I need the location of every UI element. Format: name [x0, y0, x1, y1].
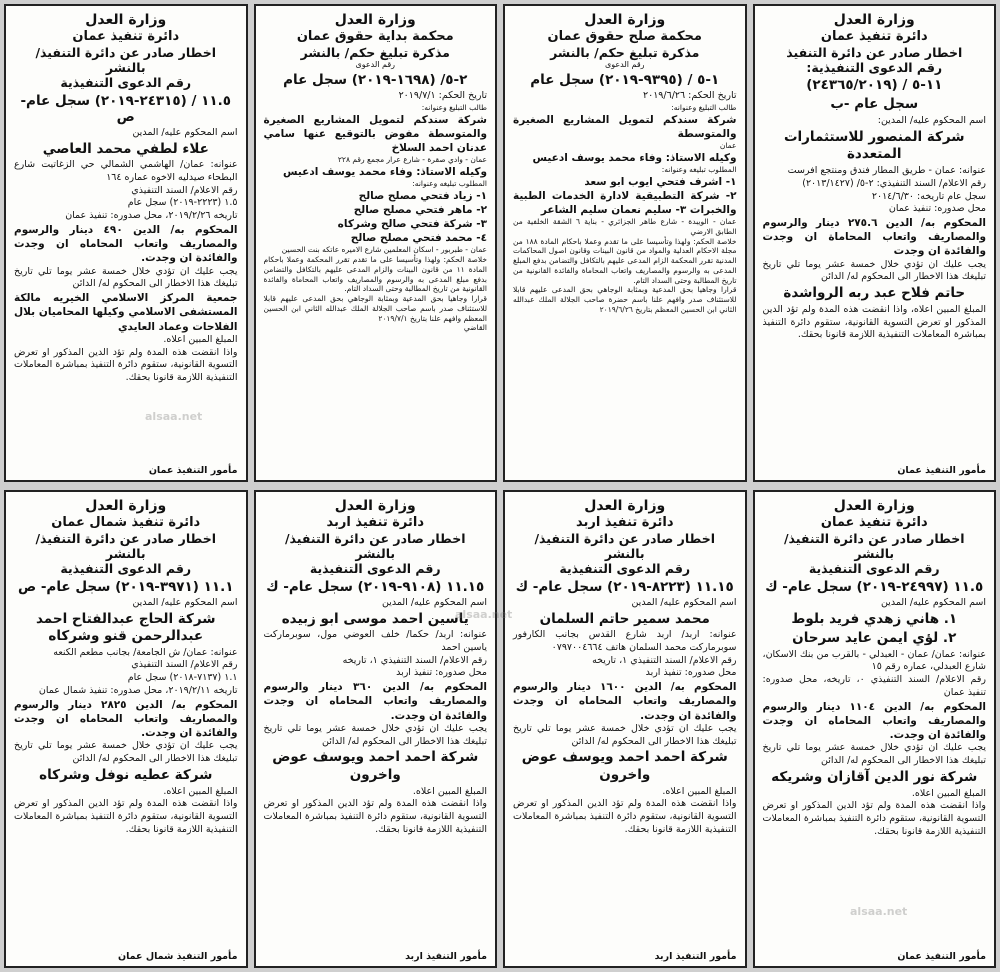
- header-line: رقم الدعوى التنفيذية:: [806, 60, 943, 76]
- ministry-name: وزارة العدل: [334, 498, 416, 514]
- notice-text: ٢- شركة التطبيقية لادارة الخدمات الطبية والخبرات ٣- سليم نعمان سليم الشاعر: [513, 189, 737, 216]
- header-line: اخطار صادر عن دائرة التنفيذ/ بالنشر: [783, 530, 965, 562]
- notice-2: [254, 4, 498, 482]
- notice-header: [513, 12, 737, 70]
- party-name: شركة عطيه نوفل وشركاه: [39, 766, 213, 783]
- header-line: دائرة تنفيذ عمان: [820, 29, 928, 45]
- notice-text: ٣- شركة فتحي صالح وشركاه: [337, 218, 487, 231]
- notice-text: اسم المحكوم عليه/ المدين: [132, 596, 238, 608]
- header-small: رقم الدعوى: [604, 60, 645, 70]
- notice-text: واذا انقضت هذه المدة ولم تؤد الدين المذكور او تعرض التسوية القانونية، ستقوم دائرة التنفيذ بمباشرة المعاملات التنفيذية اللازمة قانونا بحقك.: [14, 798, 238, 835]
- notice-text: رقم الاعلام/ السند التنفيذي ١، تاريخه: [342, 654, 487, 666]
- notice-text: ١- زياد فتحي مصلح صالح: [358, 189, 487, 202]
- notice-text: يجب عليك ان تؤدي خلال خمسة عشر يوما تلي تاريخ تبليغك هذا الاخطار الى المحكوم له/ الدائن: [762, 258, 986, 283]
- notice-text: عنوانه: عمان/ عمان - العبدلي - بالقرب من بنك الاسكان، شارع العبدلي، عماره رقم ١٥: [762, 648, 986, 673]
- officer-signature: مأمور التنفيذ عمان: [148, 465, 238, 476]
- watermark: alsaa.net: [455, 608, 513, 621]
- notice-header: [14, 498, 238, 577]
- notice-text: عنوانه: عمان/ ش الجامعة/ بجانب مطعم الكنعه: [53, 646, 238, 658]
- ministry-name: وزارة العدل: [833, 12, 915, 28]
- ministry-name: وزارة العدل: [833, 498, 915, 514]
- notice-4: [753, 4, 997, 482]
- header-line: اخطار صادر عن دائرة التنفيذ/ بالنشر: [35, 44, 217, 76]
- notice-text: وكيله الاستاذ: وفاء محمد يوسف ادعيس: [532, 151, 737, 164]
- notice-text: تاريخه ٢٠١٩/٢/١١، محل صدوره: تنفيذ شمال عمان: [38, 685, 238, 697]
- notice-text: المبلغ المبين اعلاه.: [662, 785, 737, 797]
- notice-text: واذا انقضت هذه المدة ولم تؤد الدين المذكور او تعرض التسوية القانونية، ستقوم دائرة التنفيذ بمباشرة المعاملات التنفيذية اللازمة قانونا بحقك.: [513, 798, 737, 835]
- notice-text: اسم المحكوم عليه/ المدين: [381, 596, 487, 608]
- header-line: اخطار صادر عن دائرة التنفيذ/ بالنشر: [35, 530, 217, 562]
- notice-text: شركة سندكم لتمويل المشاريع الصغيرة والمتوسطة مفوض بالتوقيع عنها سامي عدنان احمد السلاخ: [263, 113, 487, 154]
- notice-text: المحكوم به/ الدين ٤٩٠ دينار والرسوم والمصاريف واتعاب المحاماه ان وجدت والفائدة ان وجدت.: [14, 224, 238, 265]
- notice-text: اسم المحكوم عليه/ المدين:: [877, 114, 986, 126]
- notice-text: وكيله الاستاذ: وفاء محمد يوسف ادعيس: [283, 165, 487, 178]
- party-name: ١. هاني زهدي فريد بلوط: [791, 610, 958, 627]
- notice-text: المبلغ المبين اعلاه، واذا انقضت هذه المدة ولم تؤد الدين المذكور او تعرض التسوية القانونية، ستقوم دائرة التنفيذ بمباشرة المعاملات التنفيذية اللازمة قانونا بحقك.: [762, 303, 986, 341]
- notice-text: سجل عام تاريخه: ٢٠١٤/٦/٣٠: [871, 190, 986, 202]
- notice-3: [503, 4, 747, 482]
- notice-text: اسم المحكوم عليه/ المدين: [132, 126, 238, 138]
- notice-text: عنوانه: عمان/ الهاشمي الشمالي حي الزغاتيت شارع البطحاء صيدليه الاخوه عماره ١٦٤: [14, 159, 238, 183]
- notice-text: يجب عليك ان تؤدي خلال خمسة عشر يوما تلي تاريخ تبليغك هذا الاخطار الى المحكوم له/ الدائن: [513, 722, 737, 747]
- notice-text: المبلغ المبين اعلاه.: [163, 785, 238, 797]
- watermark: alsaa.net: [850, 905, 908, 918]
- officer-signature: مأمور التنفيذ اربد: [405, 951, 487, 962]
- party-name: سجل عام -ب: [830, 96, 919, 113]
- notice-text: ١.٥ (٢٢٢٣-٢٠١٩) سجل عام: [127, 197, 238, 209]
- notice-header: [264, 498, 488, 577]
- notice-text: اسم المحكوم عليه/ المدين: [631, 596, 737, 608]
- case-number: ١١.٥ (٢٤٩٩٧-٢٠١٩) سجل عام- ك: [765, 578, 984, 595]
- header-line: اخطار صادر عن دائرة التنفيذ/ بالنشر: [284, 530, 466, 562]
- watermark: alsaa.net: [145, 410, 203, 423]
- notice-text: عنوانه: اربد/ اربد شارع القدس بجانب الكارفور سوبرماركت محمد السلمان هاتف ٠٧٩٧٠٠٤٦٦٤: [513, 629, 737, 653]
- party-name: ٢. لؤي ايمن عايد سرحان: [792, 630, 957, 647]
- notice-text: المحكوم به/ الدين ٣٦٠ دينار والرسوم والمصاريف واتعاب المحاماه ان وجدت والفائدة ان وجدت.: [263, 681, 487, 722]
- header-line: دائرة تنفيذ اربد: [575, 515, 674, 531]
- notice-text: المحكوم به/ الدين ١١٠٤ دينار والرسوم والمصاريف واتعاب المحاماه ان وجدت والفائدة ان وجدت.: [762, 700, 986, 742]
- case-number: ١١.١ (٣٩٧١-٢٠١٩) سجل عام- ص: [17, 578, 234, 595]
- case-number: ١١-٥ / (٢٤٣٦٥/٢٠١٩): [806, 77, 943, 94]
- notice-text: تاريخ الحكم: ٢٠١٩/٦/٢٦: [642, 89, 737, 101]
- notice-text: واذا انقضت هذه المدة ولم تؤد الدين المذكور او تعرض التسوية القانونية، ستقوم دائرة التنفيذ بمباشرة المعاملات التنفيذية اللازمة قانونا بحقك.: [263, 798, 487, 835]
- case-number: ٢-٥/ (١٦٩٨-٢٠١٩) سجل عام: [283, 71, 468, 88]
- header-line: رقم الدعوى التنفيذية: [60, 75, 192, 91]
- notice-text: عمان - طبربور - اسكان المعلمين شارع الاميره عاتكه بنت الحسين: [281, 245, 487, 255]
- notice-text: رقم الاعلام/ السند التنفيذي: ٢-٥/ (٢٠١٣/١٤٢٧): [802, 177, 986, 189]
- notice-header: [763, 12, 987, 75]
- notice-text: المحكوم به/ الدين ١٦٠٠ دينار والرسوم والمصاريف واتعاب المحاماه ان وجدت والفائدة ان وجدت.: [513, 681, 737, 722]
- party-name: شركة احمد احمد ويوسف عوض واخرون: [272, 749, 479, 783]
- case-number: ١١.١٥ (٩١٠٨-٢٠١٩) سجل عام- ك: [266, 578, 485, 595]
- notice-text: عمان: [719, 140, 737, 150]
- notice-text: عمان - الويبدة - شارع طاهر الجزائري - بناية ٦ الشقة الخلفية من الطابق الارضي: [513, 217, 737, 236]
- ministry-name: وزارة العدل: [584, 12, 666, 28]
- notice-text: رقم الاعلام/ السند التنفيذي ١، تاريخه: [592, 654, 737, 666]
- ministry-name: وزارة العدل: [334, 12, 416, 28]
- header-line: مذكرة تبليغ حكم/ بالنشر: [550, 44, 700, 60]
- notice-text: ٢- ماهر فتحي مصلح صالح: [353, 203, 487, 216]
- header-line: رقم الدعوى التنفيذية: [808, 561, 940, 577]
- notice-text: المبلغ المبين اعلاه.: [163, 333, 238, 345]
- party-name: ياسين احمد موسى ابو زبيده: [281, 610, 469, 627]
- notice-text: واذا انقضت هذه المدة ولم تؤد الدين المذكور او تعرض التسوية القانونية، ستقوم دائرة التنفيذ بمباشرة المعاملات التنفيذية اللازمة قانونا بحقك.: [762, 800, 986, 837]
- header-small: رقم الدعوى: [355, 60, 396, 70]
- notice-text: ١.١ (٧١٣٧-٢٠١٨) سجل عام: [127, 672, 238, 684]
- notice-text: المطلوب تبليغه وعنوانه:: [412, 178, 487, 188]
- notice-text: يجب عليك ان تؤدي خلال خمسة عشر يوما تلي تاريخ تبليغك هذا الاخطار الى المحكوم له/ الدائن: [14, 740, 238, 765]
- header-line: دائرة تنفيذ عمان: [72, 29, 180, 45]
- notice-header: [513, 498, 737, 577]
- notice-text: محل صدوره: تنفيذ اربد: [645, 667, 737, 679]
- party-name: شركة نور الدين آقازان وشريكه: [771, 768, 978, 785]
- notice-text: طالب التبليغ وعنوانه:: [671, 102, 737, 112]
- notice-6: [254, 490, 498, 968]
- notice-header: [264, 12, 488, 70]
- notice-header: [763, 498, 987, 577]
- notice-header: [14, 12, 238, 91]
- notice-text: جمعية المركز الاسلامي الخيريه مالكة المستشفى الاسلامي وكيلها المحاميان بلال الفلاحات وعماد العايدي: [14, 292, 238, 333]
- notice-text: خلاصة الحكم: ولهذا وتأسيسا على ما تقدم تقرر المحكمة وعملا باحكام المادة ١١ من قانون البينات والزام المدعى عليهم بالتكافل والتضامن بدفع مبلغ المدعى به والرسوم والمصاريف واتعاب المحاماة والفائدة القانونية من تاريخ المطالبة وحتى السداد التام.: [263, 255, 487, 294]
- officer-signature: مأمور التنفيذ عمان: [897, 951, 986, 962]
- header-line: رقم الدعوى التنفيذية: [60, 561, 192, 577]
- notice-text: رقم الاعلام/ السند التنفيذي: [131, 184, 238, 196]
- notice-text: يجب عليك ان تؤدي خلال خمسة عشر يوما تلي تاريخ تبليغك هذا الاخطار الى المحكوم له/ الدائن: [762, 742, 986, 767]
- header-line: دائرة تنفيذ عمان: [820, 515, 928, 531]
- notice-text: المبلغ المبين اعلاه.: [412, 785, 487, 797]
- notice-text: القاضي: [463, 323, 487, 333]
- notice-text: اسم المحكوم عليه/ المدين: [880, 596, 986, 608]
- notice-5: [4, 490, 248, 968]
- header-line: دائرة تنفيذ اربد: [326, 515, 424, 531]
- notice-text: ٤- محمد فتحي مصلح صالح: [350, 232, 487, 245]
- notice-text: رقم الاعلام/ السند التنفيذي ٠، تاريخه، محل صدوره: تنفيذ عمان: [762, 674, 986, 699]
- notice-text: عنوانه: عمان - طريق المطار فندق ومنتجع افرست: [787, 164, 986, 176]
- notice-text: طالب التبليغ وعنوانه:: [421, 102, 487, 112]
- party-name: حاتم فلاح عبد ربه الرواشدة: [783, 285, 966, 302]
- notice-text: المحكوم به/ الدين ٢٨٢٥ دينار والرسوم والمصاريف واتعاب المحاماه ان وجدت والفائدة ان وجدت.: [14, 698, 238, 740]
- header-line: اخطار صادر عن دائرة التنفيذ: [786, 44, 963, 60]
- case-number: ١١.١٥ (٨٢٢٣-٢٠١٩) سجل عام- ك: [515, 578, 734, 595]
- officer-signature: مأمور التنفيذ عمان: [897, 465, 986, 476]
- notice-text: قرارا وجاهيا بحق المدعية وبمثابة الوجاهي بحق المدعى عليهم قابلا للاستئناف صدر وافهم علنا باسم حضرة صاحب الجلالة الملك عبدالله الثاني ابن الحسين المعظم بتاريخ ٢٠١٩/٦/٢٦: [513, 285, 737, 314]
- ministry-name: وزارة العدل: [85, 498, 167, 514]
- notice-text: يجب عليك ان تؤدي خلال خمسة عشر يوما تلي تاريخ تبليغك هذا الاخطار الى المحكوم له/ الدائن: [263, 722, 487, 747]
- ministry-name: وزارة العدل: [85, 12, 167, 28]
- notice-text: تاريخه ٢٠١٩/٢/٢٦، محل صدوره: تنفيذ عمان: [65, 210, 238, 222]
- party-name: شركة احمد احمد ويوسف عوض واخرون: [521, 749, 728, 783]
- notice-text: شركة سندكم لتمويل المشاريع الصغيرة والمتوسطة: [513, 113, 737, 140]
- header-line: محكمة بداية حقوق عمان: [296, 29, 454, 45]
- notice-text: المطلوب تبليغه وعنوانه:: [661, 164, 737, 174]
- notice-text: المحكوم به/ الدين ٢٧٥.٦ دينار والرسوم والمصاريف واتعاب المحاماة ان وجدت والفائدة ان وجدت: [762, 217, 986, 258]
- officer-signature: مأمور التنفيذ اربد: [654, 951, 737, 962]
- party-name: علاء لطفي محمد العاصي: [42, 140, 209, 157]
- header-line: مذكرة تبليغ حكم/ بالنشر: [300, 44, 450, 60]
- case-number: ١-٥ / (٩٣٩٥-٢٠١٩) سجل عام: [530, 71, 720, 88]
- header-line: رقم الدعوى التنفيذية: [309, 561, 441, 577]
- notice-text: خلاصة الحكم: ولهذا وتأسيسا على ما تقدم وعملا باحكام المادة ١٨٨ من مجلة الاحكام العدلية والمواد من قانون البينات وقانون اصول المحاكمات المدنية تقرر المحكمة الزام المدعى عليهم بالتكافل والتضامن بدفع المبلغ المدعى به والرسوم والمصاريف واتعاب المحاماة والفائدة القانونية من تاريخ المطالبة وحتى السداد التام.: [513, 236, 737, 285]
- notice-text: قرارا وجاهيا بحق المدعية وبمثابة الوجاهي بحق المدعى عليهم قابلا للاستئناف صدر باسم صاحب الجلالة الملك عبدالله الثاني ابن الحسين المعظم وافهم علنا بتاريخ ٢٠١٩/٧/١: [263, 294, 487, 323]
- notice-text: رقم الاعلام/ السند التنفيذي: [131, 659, 238, 671]
- notice-1: [4, 4, 248, 482]
- party-name: شركة الحاج عبدالفتاح احمد عبدالرحمن قنو وشركاه: [36, 610, 216, 645]
- notice-text: محل صدوره: تنفيذ اربد: [396, 667, 487, 679]
- notice-text: عنوانه: اربد/ حكما/ خلف العوضي مول، سوبرماركت ياسين احمد: [263, 629, 487, 653]
- notice-text: المبلغ المبين اعلاه.: [911, 787, 986, 799]
- party-name: محمد سمير حاتم السلمان: [539, 610, 710, 627]
- notice-text: تاريخ الحكم: ٢٠١٩/٧/١: [398, 89, 487, 101]
- notice-text: عمان - وادي صقرة - شارع عرار مجمع رقم ٢٢٨: [337, 155, 487, 165]
- notice-8: [753, 490, 997, 968]
- header-line: محكمة صلح حقوق عمان: [547, 29, 702, 45]
- party-name: شركة المنصور للاستثمارات المتعددة: [783, 128, 965, 163]
- ministry-name: وزارة العدل: [584, 498, 666, 514]
- header-line: رقم الدعوى التنفيذية: [559, 561, 691, 577]
- notice-7: [503, 490, 747, 968]
- notice-text: واذا انقضت هذه المدة ولم تؤد الدين المذكور او تعرض التسوية القانونية، ستقوم دائرة التنفيذ بمباشرة المعاملات التنفيذية اللازمة قانونا بحقك.: [14, 346, 238, 384]
- header-line: اخطار صادر عن دائرة التنفيذ/ بالنشر: [534, 530, 716, 562]
- officer-signature: مأمور التنفيذ شمال عمان: [117, 951, 238, 962]
- notice-text: ١- اشرف فتحي ايوب ابو سعد: [584, 175, 737, 188]
- header-line: دائرة تنفيذ شمال عمان: [51, 515, 201, 531]
- notice-text: محل صدوره: تنفيذ عمان: [888, 203, 986, 215]
- notice-text: يجب عليك ان تؤدي خلال خمسة عشر يوما تلي تاريخ تبليغك هذا الاخطار الى المحكوم له/ الدائن: [14, 265, 238, 290]
- case-number: ١١.٥ / (٢٤٣١٥-٢٠١٩) سجل عام- ص: [20, 92, 232, 125]
